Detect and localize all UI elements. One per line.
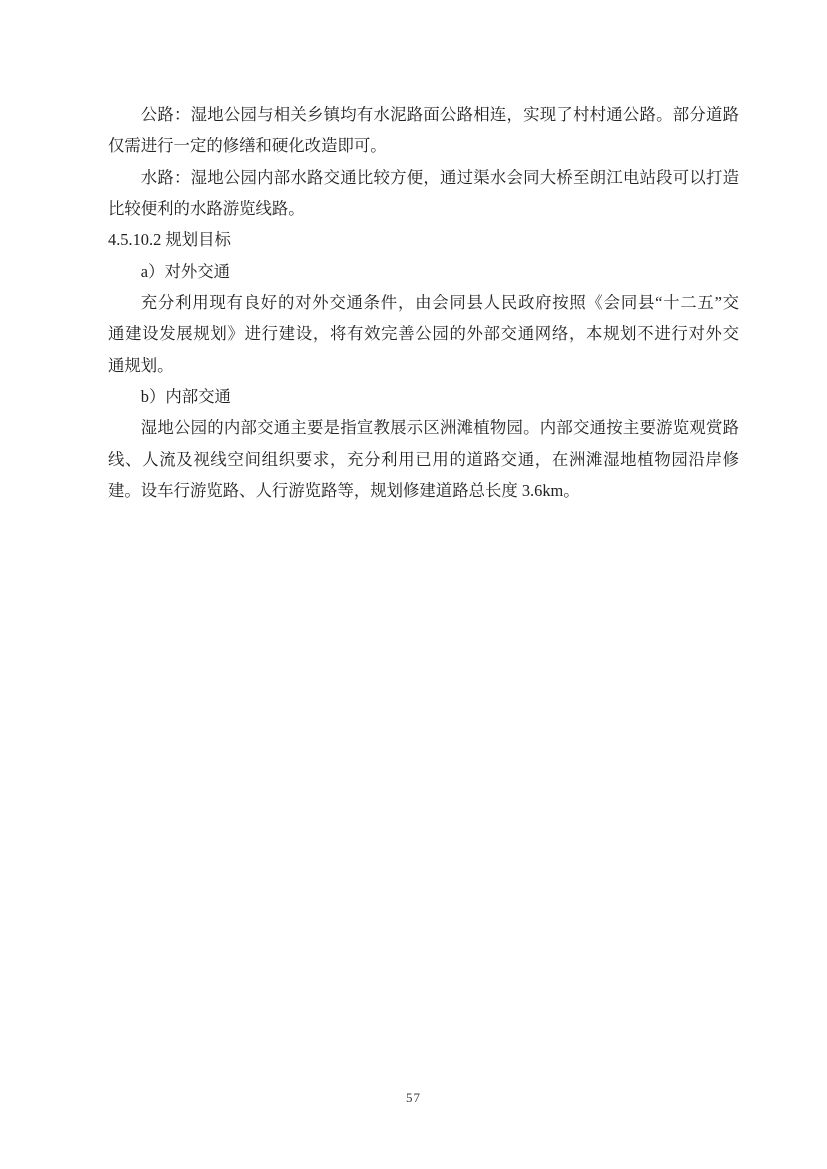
heading-planning-goals-line: 4.5.10.2 规划目标 <box>108 230 231 250</box>
page-footer <box>0 1089 827 1107</box>
para-waterway-line: 比较便利的水路游览线路。 <box>108 199 305 219</box>
para-highway-line: 仅需进行一定的修缮和硬化改造即可。 <box>108 136 387 156</box>
subheading-internal-traffic-line: b）内部交通 <box>140 387 231 407</box>
para-internal-traffic-line: 建。设车行游览路、人行游览路等，规划修建道路总长度 3.6km。 <box>108 481 580 501</box>
para-waterway-line: 水路：湿地公园内部水路交通比较方便，通过渠水会同大桥至朗江电站段可以打造 <box>140 167 739 187</box>
subheading-external-traffic-line: a）对外交通 <box>140 261 231 281</box>
page-number: 57 <box>406 1090 421 1105</box>
document-body <box>108 99 739 506</box>
para-internal-traffic-line: 湿地公园的内部交通主要是指宣教展示区洲滩植物园。内部交通按主要游览观赏路 <box>140 418 739 438</box>
para-internal-traffic-line: 线、人流及视线空间组织要求，充分利用已用的道路交通，在洲滩湿地植物园沿岸修 <box>108 449 739 469</box>
para-external-traffic-line: 通规划。 <box>108 355 174 375</box>
para-external-traffic-line: 充分利用现有良好的对外交通条件，由会同县人民政府按照《会同县“十二五”交 <box>140 293 739 313</box>
para-external-traffic-line: 通建设发展规划》进行建设，将有效完善公园的外部交通网络，本规划不进行对外交 <box>108 324 739 344</box>
para-highway-line: 公路：湿地公园与相关乡镇均有水泥路面公路相连，实现了村村通公路。部分道路 <box>140 105 739 124</box>
